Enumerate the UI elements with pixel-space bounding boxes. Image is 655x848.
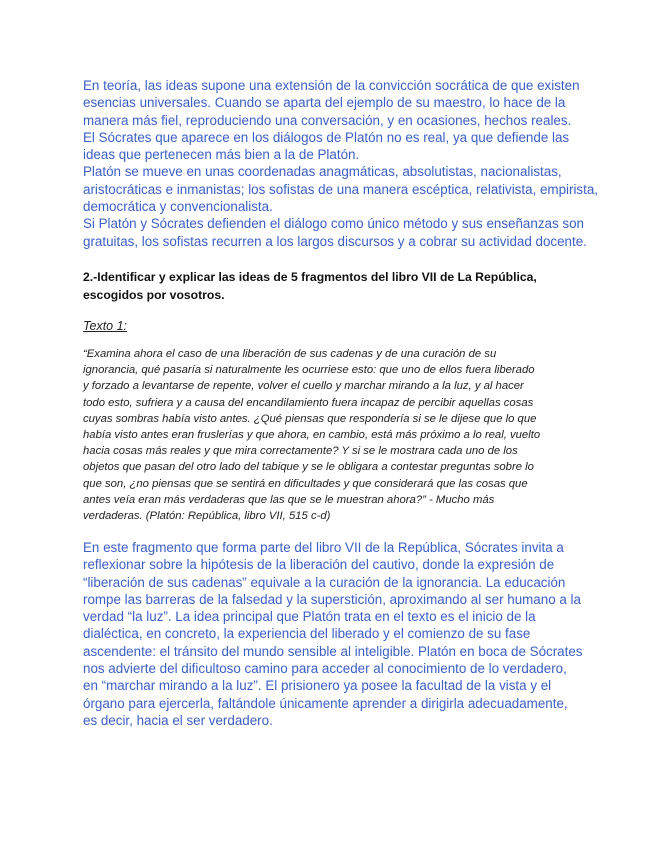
intro-paragraph: [83, 77, 599, 250]
analysis-line: En este fragmento que forma parte del libro VII de la República, Sócrates invita a: [83, 540, 564, 555]
text-label: Texto 1:: [83, 319, 128, 333]
analysis-line: verdad “la luz”. La idea principal que Platón trata en el texto es el inicio de la: [83, 609, 536, 625]
quote-line: hacia cosas más reales y que mira correctamente? Y si se le mostrara cada uno de los: [83, 445, 518, 458]
analysis-line: nos advierte del dificultoso camino para acceder al conocimiento de lo verdadero,: [83, 661, 567, 677]
analysis-line: órgano para ejercerla, faltándole únicamente aprender a dirigirla adecuadamente,: [83, 695, 568, 711]
quote-line: verdaderas. (Platón: República, libro VII, 515 c-d): [83, 510, 331, 523]
analysis-line: ascendente: el tránsito del mundo sensible al inteligible. Platón en boca de Sócrates: [83, 643, 583, 659]
quote-line: todo esto, sufriera y a causa del encandilamiento fuera incapaz de percibir aquellas cosas: [83, 396, 534, 409]
quote-line: “Examina ahora el caso de una liberación de sus cadenas y de una curación de su: [83, 348, 497, 360]
analysis-line: “liberación de sus cadenas” equivale a la curación de la ignorancia. La educación: [83, 574, 566, 590]
quote-line: objetos que pasan del otro lado del tabique y se le obligara a contestar preguntas sobre lo: [83, 461, 534, 474]
analysis-line: reflexionar sobre la hipótesis de la liberación del cautivo, donde la expresión de: [83, 557, 555, 573]
quote-line: antes veía eran más verdaderas que las que se le muestran ahora?” - Mucho más: [83, 493, 495, 506]
section-heading: [83, 268, 583, 304]
quote-line: había visto antes eran fruslerías y que ahora, en cambio, está más próximo a lo real, vuelto: [83, 429, 541, 442]
analysis-line: es decir, hacia el ser verdadero.: [83, 712, 273, 728]
intro-line: gratuitas, los sofistas recurren a los largos discursos y a cobrar su actividad docente.: [83, 233, 587, 249]
intro-line: esencias universales. Cuando se aparta del ejemplo de su maestro, lo hace de la: [83, 95, 566, 111]
analysis-line: rompe las barreras de la falsedad y la superstición, aproximando al ser humano a la: [83, 591, 581, 607]
quote-line: que son, ¿no piensas que se sentirá en dificultades y que considerará que las cosas que: [83, 477, 528, 490]
intro-line: democrática y convencionalista.: [83, 199, 273, 215]
intro-line: El Sócrates que aparece en los diálogos de Platón no es real, ya que defiende las: [83, 129, 570, 145]
heading-line: escogidos por vosotros.: [83, 288, 225, 302]
quote-line: ignorancia, qué pasaría si naturalmente les ocurriese esto: que uno de ellos fuera liberado: [83, 364, 535, 377]
intro-line: Platón se mueve en unas coordenadas anagmáticas, absolutistas, nacionalistas,: [83, 164, 562, 180]
analysis-line: dialéctica, en concreto, la experiencia del liberado y el comienzo de su fase: [83, 626, 531, 642]
intro-line: ideas que pertenecen más bien a la de Platón.: [83, 147, 360, 163]
intro-line: En teoría, las ideas supone una extensión de la convicción socrática de que existen: [83, 78, 580, 93]
quote-line: cuyas sombras había visto antes. ¿Qué piensas que respondería si se le dijese que lo que: [83, 412, 537, 425]
analysis-line: en “marchar mirando a la luz”. El prisionero ya posee la facultad de la vista y el: [83, 678, 552, 694]
analysis-paragraph: [83, 539, 583, 729]
intro-line: manera más fiel, reproduciendo una conversación, y en ocasiones, hechos reales.: [83, 112, 572, 128]
quote-line: y forzado a levantarse de repente, volver el cuello y marchar mirando a la luz, y al hacer: [83, 380, 524, 393]
quote-block: [83, 346, 583, 524]
heading-line: 2.-Identificar y explicar las ideas de 5 fragmentos del libro VII de La República,: [83, 270, 537, 284]
intro-line: aristocráticas e inmanistas; los sofistas de una manera escéptica, relativista, empirista,: [83, 181, 599, 197]
intro-line: Si Platón y Sócrates defienden el diálogo como único método y sus enseñanzas son: [83, 216, 584, 232]
